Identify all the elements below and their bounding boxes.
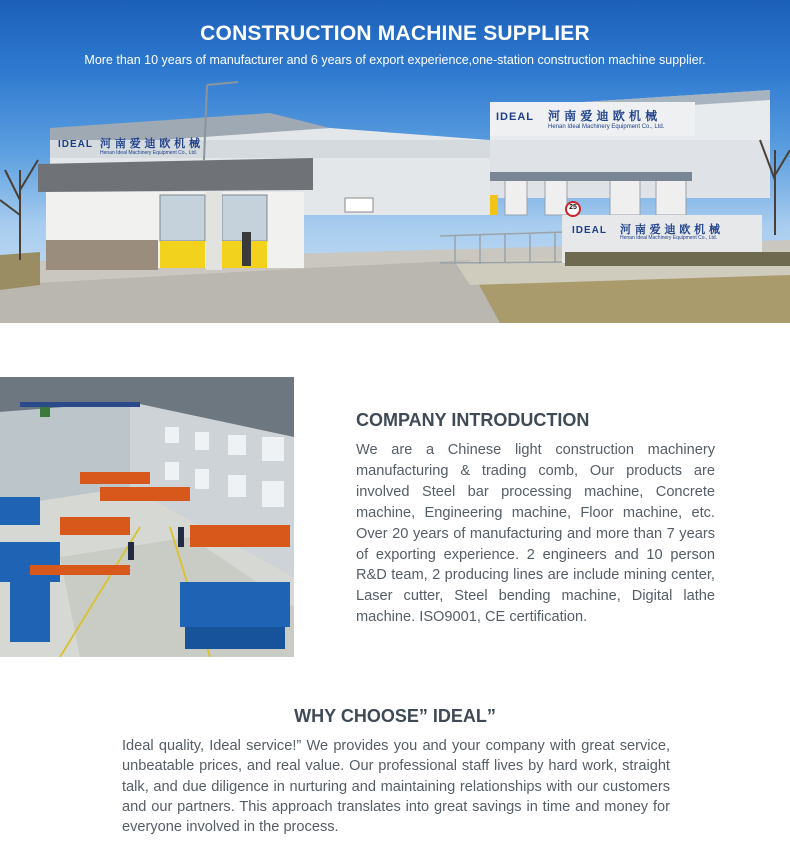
why-heading: WHY CHOOSE” IDEAL” [294, 706, 496, 726]
factory-interior-image [0, 377, 294, 657]
warehouse-signboard [52, 134, 227, 160]
hero-title: CONSTRUCTION MACHINE SUPPLIER [200, 22, 590, 45]
gate-signboard [568, 220, 758, 246]
ideal-logo: IDEAL [572, 225, 607, 236]
warehouse-sign-english: Henan Ideal Machinery Equipment Co., Ltd. [100, 150, 197, 156]
ideal-logo: IDEAL [58, 139, 93, 150]
gate-sign-english: Henan Ideal Machinery Equipment Co., Ltd. [620, 235, 717, 241]
gate-sign-chinese: 河 南 爱 迪 欧 机 械 [620, 223, 720, 236]
speed-limit-sign: 25 [569, 204, 577, 211]
signboard-english-text: Henan Ideal Machinery Equipment Co., Ltd. [548, 124, 665, 130]
hero-subtitle: More than 10 years of manufacturer and 6 years of export experience,one-station construction machine supplier. [84, 53, 706, 67]
intro-paragraph: We are a Chinese light construction machinery manufacturing & trading comb, Our products are involved Steel bar processing machine, Concrete machine, Engineering machine, Floor machine, etc. Over 20 years of manufacturing and more than 7 years of exporting experience. 2 engineers and 10 person R&D team, 2 producing lines are include mining center, Laser cutter, Steel bending machine, Digital lathe machine. ISO9001, CE certification. [356, 442, 715, 626]
warehouse-sign-chinese: 河 南 爱 迪 欧 机 械 [100, 137, 200, 150]
factory-signboard [490, 102, 695, 136]
signboard-chinese-text: 河 南 爱 迪 欧 机 械 [548, 109, 658, 123]
why-paragraph: Ideal quality, Ideal service!” We provides you and your company with great service, unbeatable prices, and real value. Our professional staff lives by hard work, straight talk, and due diligence in nurturing and maintaining relationships with our customers and our partners. This approach translates into great savings in time and money for everyone involved in the process. [122, 738, 670, 836]
intro-heading: COMPANY INTRODUCTION [356, 410, 590, 430]
factory-exterior-image [0, 0, 790, 323]
ideal-logo: IDEAL [496, 111, 534, 123]
hero-banner [0, 0, 790, 323]
